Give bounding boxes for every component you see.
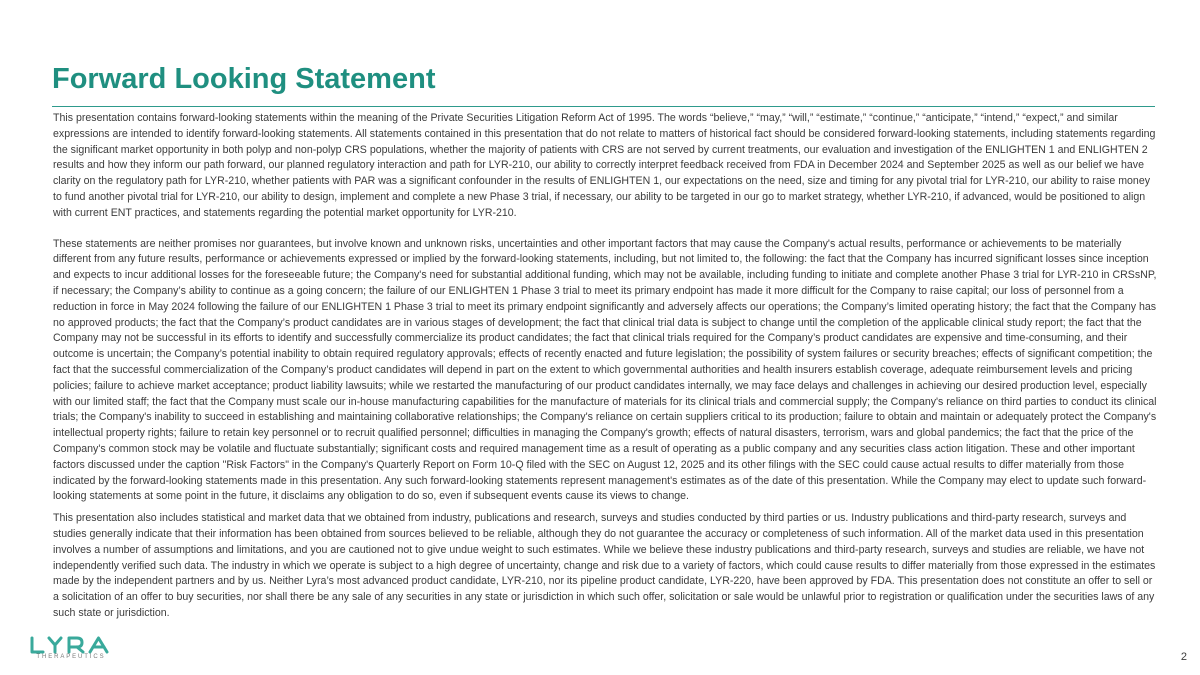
- paragraph-forward-looking: This presentation contains forward-looking statements within the meaning of the Private Securities Litigation Reform Act of 1995. The words “believe,” “may,” “will,” “estimate,” “continue,” “anticipate,” “intend,” “expect,” and similar expressions are intended to identify forward-looking statements. All statements contained in this presentation that do not relate to matters of historical fact should be considered forward-looking statements, including statements regarding the significant market opportunity in both polyp and non-polyp CRS populations, whether the majority of patients with CRS are not served by current treatments, our evaluation and investigation of the ENLIGHTEN 1 and ENLIGHTEN 2 results and how they inform our path forward, our planned regulatory interaction and path for LYR-210, our ability to correctly interpret feedback received from FDA in December 2024 and September 2025 as well as our belief we have clarity on the regulatory path for LYR-210, whether patients with PAR was a significant confounder in the results of ENLIGHTEN 1, our expectations on the need, size and timing for any pivotal trial for LYR-210, our ability to raise money to fund another pivotal trial for LYR-210, our ability to design, implement and complete a new Phase 3 trial, if necessary, our ability to be targeted in our go to market strategy, whether LYR-210, if advanced, would be positioned to align with current ENT practices, and statements regarding the potential market opportunity for LYR-210.: [53, 112, 1156, 219]
- page-number: 2: [1180, 651, 1187, 663]
- paragraph-market-data: This presentation also includes statistical and market data that we obtained from industry, publications and research, surveys and studies conducted by third parties or us. Industry publications and third-party research, surveys and studies generally indicate that their information has been obtained from sources believed to be reliable, although they do not guarantee the accuracy or completeness of such information. All of the market data used in this presentation involves a number of assumptions and limitations, and you are cautioned not to give undue weight to such estimates. While we believe these industry publications and third-party research, surveys and studies are reliable, we have not independently verified such data. The industry in which we operate is subject to a high degree of uncertainty, change and risk due to a variety of factors, which could cause results to differ materially from those expressed in the estimates made by the independent partners and by us. Neither Lyra’s most advanced product candidate, LYR-210, nor its pipeline product candidate, LYR-220, have been approved by FDA. This presentation does not constitute an offer to sell or a solicitation of an offer to buy securities, nor shall there be any sale of any securities in any state or jurisdiction in which such offer, solicitation or sale would be unlawful prior to registration or qualification under the securities laws of any such state or jurisdiction.: [53, 512, 1156, 619]
- logo-subtitle: THERAPEUTICS: [36, 654, 106, 660]
- paragraph-risk-factors: These statements are neither promises nor guarantees, but involve known and unknown risks, uncertainties and other important factors that may cause the Company's actual results, performance or achievements to be materially different from any future results, performance or achievements expressed or implied by the forward-looking statements, including, but not limited to, the following: the fact that the Company has incurred significant losses since inception and expects to incur additional losses for the foreseeable future; the Company's need for substantial additional funding, which may not be available, including funding to initiate and complete another Phase 3 trial for LYR-210 in CRSsNP, if necessary; the Company’s ability to continue as a going concern; the failure of our ENLIGHTEN 1 Phase 3 trial to meet its primary endpoint has made it more difficult for the Company to raise capital; our loss of personnel from a reduction in force in May 2024 following the failure of our ENLIGHTEN 1 Phase 3 trial to meet its primary endpoint significantly and adversely affects our operations; the Company’s limited operating history; the fact that the Company has no approved products; the fact that the Company’s product candidates are in various stages of development; the fact that clinical trial data is subject to change until the completion of the applicable clinical study report; the fact that the Company may not be successful in its efforts to identify and successfully commercialize its product candidates; the fact that clinical trials required for the Company’s product candidates are expensive and time-consuming, and their outcome is uncertain; the Company’s potential inability to obtain required regulatory approvals; effects of recently enacted and future legislation; the possibility of system failures or security breaches; effects of significant competition; the fact that the successful commercialization of the Company’s product candidates will depend in part on the extent to which governmental authorities and health insurers establish coverage, adequate reimbursement levels and pricing policies; failure to achieve market acceptance; product liability lawsuits; while we restarted the manufacturing of our product candidates internally, we may face delays and challenges in achieving our desired production level, especially with our limited staff; the fact that the Company must scale our in-house manufacturing capabilities for the manufacture of materials for its clinical trials and commercial supply; the Company's reliance on third parties to conduct its clinical trials; the Company's inability to succeed in establishing and maintaining collaborative relationships; the Company's reliance on certain suppliers critical to its production; failure to obtain and maintain or adequately protect the Company's intellectual property rights; failure to retain key personnel or to recruit qualified personnel; difficulties in managing the Company's growth; effects of natural disasters, terrorism, wars and global pandemics; the fact that the price of the Company's common stock may be volatile and fluctuate substantially; significant costs and required management time as a result of operating as a public company and any securities class action litigation. These and other important factors discussed under the caption "Risk Factors" in the Company's Quarterly Report on Form 10-Q filed with the SEC on August 12, 2025 and its other filings with the SEC could cause actual results to differ materially from those indicated by the forward-looking statements made in this presentation. Any such forward-looking statements represent management's estimates as of the date of this presentation. While the Company may elect to update such forward-looking statements at some point in the future, it disclaims any obligation to do so, even if subsequent events cause its views to change.: [53, 237, 1157, 503]
- lyra-logo: [29, 636, 113, 662]
- statement-body: [53, 111, 1160, 622]
- lyra-logo-icon: [29, 636, 113, 654]
- title-divider: [52, 106, 1155, 107]
- slide-title: Forward Looking Statement: [52, 63, 436, 95]
